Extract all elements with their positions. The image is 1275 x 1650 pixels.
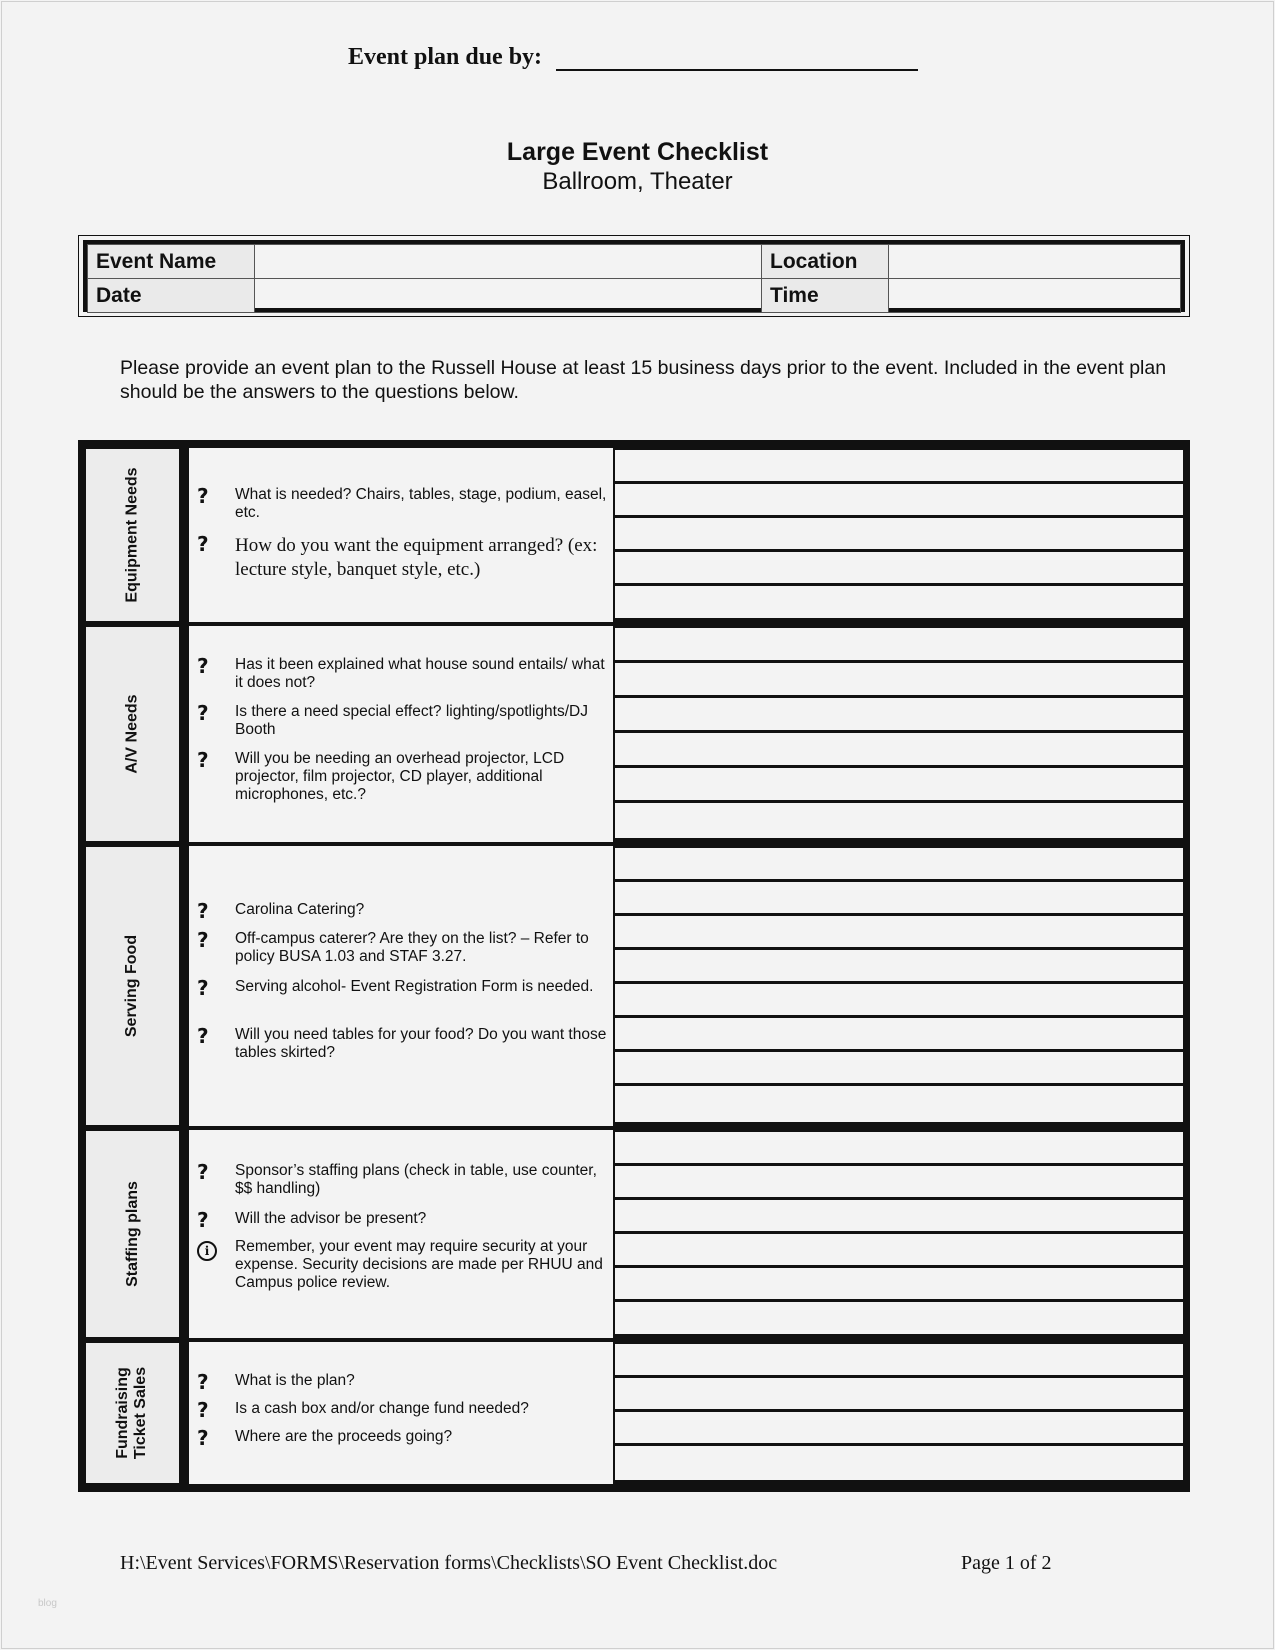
answer-line[interactable]: [615, 768, 1183, 800]
question-mark-icon: ?: [197, 899, 209, 923]
question-text: Remember, your event may require security at your expense. Security decisions are made per RHUU and Campus police review.: [235, 1238, 603, 1291]
section-label-line: Ticket Sales: [132, 1366, 150, 1460]
event-name-label: Event Name: [88, 245, 255, 279]
answer-line[interactable]: [615, 1344, 1183, 1375]
section-label: [85, 1342, 180, 1484]
time-field[interactable]: [889, 279, 1181, 313]
question-item: [197, 1372, 607, 1392]
time-label: Time: [762, 279, 889, 313]
question-item: [197, 901, 607, 921]
section-equipment-needs: [85, 448, 1183, 622]
answer-line[interactable]: [615, 882, 1183, 913]
question-text: How do you want the equipment arranged? (ex: lecture style, banquet style, etc.): [235, 535, 598, 580]
question-item: [197, 978, 607, 998]
question-mark-icon: ?: [197, 1370, 209, 1394]
question-item: [197, 486, 607, 522]
answer-line[interactable]: [615, 1018, 1183, 1049]
answer-line[interactable]: [615, 1234, 1183, 1265]
section-questions: [189, 626, 613, 842]
answer-area: [615, 626, 1183, 842]
section-label: [85, 448, 180, 622]
answer-line[interactable]: [615, 950, 1183, 981]
answer-area: [615, 1342, 1183, 1484]
watermark: blog: [38, 1598, 57, 1609]
question-text: Serving alcohol- Event Registration Form is needed.: [235, 978, 594, 995]
section-serving-food: [85, 846, 1183, 1126]
question-text: Carolina Catering?: [235, 901, 365, 918]
question-mark-icon: ?: [197, 976, 209, 1000]
page-title: Large Event Checklist: [506, 138, 769, 166]
question-mark-icon: ?: [197, 1426, 209, 1450]
section-av-needs: [85, 626, 1183, 842]
answer-line[interactable]: [615, 1086, 1183, 1122]
location-field[interactable]: [889, 245, 1181, 279]
section-label: [85, 626, 180, 842]
question-item: [197, 1210, 607, 1230]
answer-line[interactable]: [615, 803, 1183, 838]
answer-line[interactable]: [615, 1412, 1183, 1443]
question-item: [197, 703, 607, 739]
question-item: [197, 1238, 607, 1292]
question-mark-icon: ?: [197, 1398, 209, 1422]
question-mark-icon: ?: [197, 1160, 209, 1184]
checklist-table: [78, 440, 1190, 1492]
question-mark-icon: ?: [197, 1208, 209, 1232]
question-item: [197, 750, 607, 804]
intro-paragraph: Please provide an event plan to the Russell House at least 15 business days prior to the event. Included in the event plan should be the answers to the questions below.: [120, 357, 1167, 403]
answer-line[interactable]: [615, 916, 1183, 947]
question-item: [197, 1026, 607, 1062]
section-staffing-plans: [85, 1130, 1183, 1338]
answer-line[interactable]: [615, 1378, 1183, 1409]
answer-line[interactable]: [615, 586, 1183, 618]
question-mark-icon: ?: [197, 1024, 209, 1048]
due-date-line: [348, 44, 918, 71]
info-icon: i: [197, 1238, 235, 1292]
question-text: Has it been explained what house sound entails/ what it does not?: [235, 656, 605, 691]
question-text: Will the advisor be present?: [235, 1210, 427, 1227]
section-questions: [189, 1130, 613, 1338]
section-label-text: A/V Needs: [123, 694, 141, 774]
question-text: What is needed? Chairs, tables, stage, podium, easel, etc.: [235, 486, 607, 521]
answer-line[interactable]: [615, 733, 1183, 765]
footer-page-number: Page 1 of 2: [961, 1552, 1052, 1574]
section-fundraising-ticket-sales: [85, 1342, 1183, 1484]
question-text: Is a cash box and/or change fund needed?: [235, 1400, 529, 1417]
section-label-text: [115, 1367, 151, 1459]
question-mark-icon: ?: [197, 532, 209, 556]
question-item: [197, 1400, 607, 1420]
question-mark-icon: ?: [197, 701, 209, 725]
section-label-text: Staffing plans: [123, 1181, 141, 1287]
answer-line[interactable]: [615, 1268, 1183, 1299]
answer-area: [615, 448, 1183, 622]
answer-line[interactable]: [615, 1200, 1183, 1231]
question-text: Off-campus caterer? Are they on the list? – Refer to policy BUSA 1.03 and STAF 3.27.: [235, 930, 589, 965]
event-name-field[interactable]: [255, 245, 762, 279]
answer-line[interactable]: [615, 698, 1183, 730]
question-item: [197, 534, 607, 582]
section-label: [85, 1130, 180, 1338]
answer-line[interactable]: [615, 484, 1183, 515]
question-mark-icon: ?: [197, 928, 209, 952]
question-item: [197, 1428, 607, 1448]
question-mark-icon: ?: [197, 654, 209, 678]
question-text: What is the plan?: [235, 1372, 355, 1389]
question-item: [197, 1162, 607, 1198]
answer-line[interactable]: [615, 663, 1183, 695]
question-text: Sponsor’s staffing plans (check in table, use counter, $$ handling): [235, 1162, 597, 1197]
answer-line[interactable]: [615, 984, 1183, 1015]
event-info-table: [78, 235, 1190, 317]
answer-line[interactable]: [615, 1132, 1183, 1163]
question-text: Is there a need special effect? lighting/spotlights/DJ Booth: [235, 703, 588, 738]
section-questions: [189, 1342, 613, 1484]
answer-line[interactable]: [615, 1302, 1183, 1334]
due-label: Event plan due by:: [348, 44, 543, 70]
answer-line[interactable]: [615, 450, 1183, 481]
section-label-text: Serving Food: [123, 934, 141, 1038]
answer-line[interactable]: [615, 1052, 1183, 1083]
section-label-line: Fundraising: [114, 1367, 132, 1459]
question-mark-icon: ?: [197, 484, 209, 508]
date-field[interactable]: [255, 279, 762, 313]
answer-line[interactable]: [615, 518, 1183, 549]
answer-line[interactable]: [615, 848, 1183, 879]
question-text: Will you be needing an overhead projector, LCD projector, film projector, CD player, additional microphones, etc.?: [235, 750, 565, 803]
answer-line[interactable]: [615, 1446, 1183, 1480]
question-item: [197, 930, 607, 966]
section-label: [85, 846, 180, 1126]
question-item: [197, 656, 607, 692]
question-mark-icon: ?: [197, 748, 209, 772]
answer-area: [615, 1130, 1183, 1338]
answer-area: [615, 846, 1183, 1126]
location-label: Location: [762, 245, 889, 279]
section-questions: [189, 448, 613, 622]
answer-line[interactable]: [615, 628, 1183, 660]
section-label-text: Equipment Needs: [123, 467, 141, 603]
due-date-blank[interactable]: [556, 49, 918, 71]
question-text: Where are the proceeds going?: [235, 1428, 453, 1445]
answer-line[interactable]: [615, 1166, 1183, 1197]
answer-line[interactable]: [615, 552, 1183, 583]
section-questions: [189, 846, 613, 1126]
footer-file-path: H:\Event Services\FORMS\Reservation forms\Checklists\SO Event Checklist.doc: [120, 1552, 778, 1574]
date-label: Date: [88, 279, 255, 313]
question-text: Will you need tables for your food? Do you want those tables skirted?: [235, 1026, 607, 1061]
page-subtitle: Ballroom, Theater: [542, 168, 733, 195]
